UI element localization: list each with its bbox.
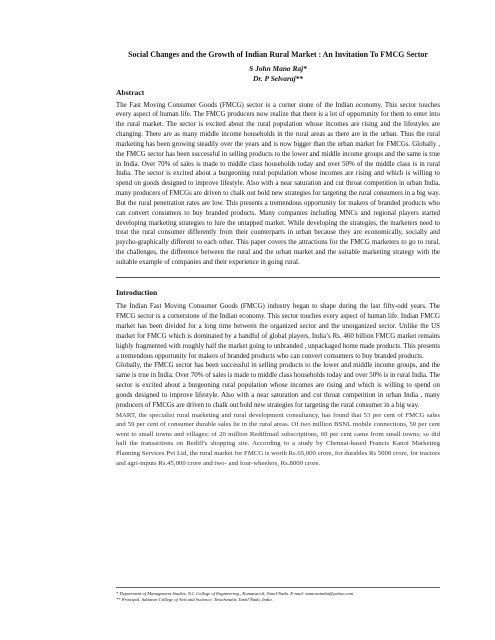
abstract-text: The Fast Moving Consumer Goods (FMCG) sector is a corner stone of the Indian economy. This sector touches every aspect of human life. The FMCG producers now realize that there is a lot of opportunity for them to enter into the rural market. The sector is excited about the rural population whose incomes are rising and the lifestyles are changing. There are as many middle income households in the rural areas as there are in the urban. Thus the rural marketing has been growing steadily over the years and is now bigger than the urban market for FMCGs. Globally , the FMCG sector has been successful in selling products to the lower and middle income groups and the same is true in India. Over 70% of sales is made to middle class households today and over 50% of the middle class is in rural India. The sector is excited about a burgeoning rural population whose incomes are rising and which is willing to spend on goods designed to improve lifestyle. Also with a near saturation and cut throat competition in urban India, many producers of FMCGs are driven to chalk out bold new strategies for targeting the rural consumers in a big way. But the rural penetration rates are low. This presents a tremendous opportunity for makers of branded products who can convert consumers to buy branded products. Many companies including MNCs and regional players started developing marketing strategies to lure the untapped market. While developing the strategies, the marketers need to treat the rural consumer differently from their counterparts in urban because they are economically, socially and psycho-graphically different to each other. This paper covers the attractions for the FMCG marketers to go to rural, the challenges, the difference between the rural and the urban market and the suitable marketing strategy with the suitable example of companies and their experience in going rural. bbox=[116, 101, 440, 266]
author-list bbox=[116, 64, 440, 83]
section-divider bbox=[116, 277, 440, 278]
paper-title: Social Changes and the Growth of Indian Rural Market : An Invitation To FMCG Sector bbox=[128, 50, 428, 59]
author-2: Dr. P Selvaraj** bbox=[252, 73, 304, 83]
footnote-2: ** Principal, Aditanar College of Arts and Sscience, Tiruchendur, Tamil Nadu, India. bbox=[116, 597, 273, 603]
footnotes bbox=[116, 587, 440, 604]
introduction-text bbox=[116, 302, 440, 468]
intro-paragraph-3: MART, the specialist rural marketing and rural development consultancy, has found that 53 per cent of FMCG sales and 59 per cent of consumer durable sales lie in the rural areas. Of two million BSNL mobile connections, 50 per cent went to small towns and villages; of 20 million Rediffmail subscriptions, 60 per cent came from small towns; so did half the transactions on Rediff's shopping site. According to a study by Chennai-based Francis Kanoi Marketing Planning Services Pvt Ltd, the rural market for FMCG is worth Rs.65,000 crore, for durables Rs 5000 crore, for tractors and agri-inputs Rs.45,000 crore and two- and four-wheelers, Rs.8000 crore. bbox=[116, 411, 440, 467]
intro-paragraph-2: Globally, the FMCG sector has been successful in selling products to the lower and middle income groups, and the same is true in India. Over 70% of sales is made to middle class households today and over 50% is in rural India. The sector is excited about a burgeoning rural population whose incomes are rising and which is willing to spend on goods designed to improve lifestyle. Also with a near saturation and cut throat competition in urban India , many producers of FMCGs are driven to chalk out bold new strategies for targeting the rural consumer in a big way. bbox=[116, 362, 440, 409]
paper-body bbox=[116, 50, 440, 468]
introduction-heading: Introduction bbox=[116, 287, 158, 297]
author-1: S John Mano Raj* bbox=[249, 64, 307, 73]
abstract-heading: Abstract bbox=[116, 88, 145, 97]
footnote-1: * Department of Management Studies, N.I. College of Engineering , Kumaracoil, Tamil Nadu. E-mail: manoraimba@yahoo.com bbox=[116, 591, 354, 596]
intro-paragraph-1: The Indian Fast Moving Consumer Goods (FMCG) industry began to shape during the last fifty-odd years. The FMCG sector is a cornerstone of the Indian economy. This sector touches every aspect of human life. Indian FMCG market has been divided for a long time between the organized sector and the unorganized sector. Unlike the US market for FMCG which is dominated by a handful of global players, India’s Rs. 460 billion FMCG market remains highly fragmented with roughly half the market going to unbranded , unpackaged home made products. This presents a tremendous opportunity for makers of branded products who can convert consumers to buy branded products. bbox=[116, 303, 440, 360]
